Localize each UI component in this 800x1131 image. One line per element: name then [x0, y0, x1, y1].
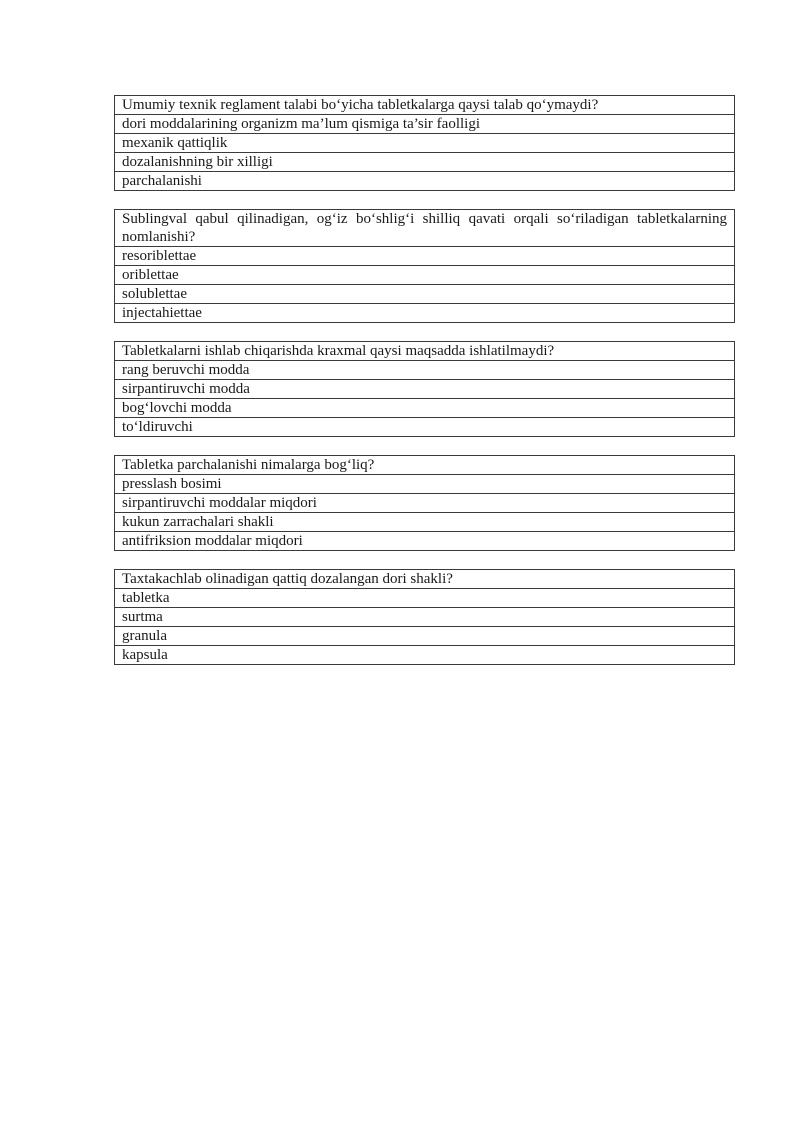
question-table — [114, 95, 735, 191]
answer-row — [115, 418, 735, 437]
answer-row — [115, 134, 735, 153]
answer-option: kapsula — [115, 646, 735, 665]
answer-row — [115, 627, 735, 646]
answer-row — [115, 361, 735, 380]
answer-row — [115, 247, 735, 266]
answer-option: surtma — [115, 608, 735, 627]
answer-row — [115, 304, 735, 323]
answer-option: presslash bosimi — [115, 475, 735, 494]
answer-option: dozalanishning bir xilligi — [115, 153, 735, 172]
answer-row — [115, 399, 735, 418]
answer-option: sirpantiruvchi modda — [115, 380, 735, 399]
answer-row — [115, 589, 735, 608]
answer-row — [115, 608, 735, 627]
answer-row — [115, 380, 735, 399]
answer-option: bog‘lovchi modda — [115, 399, 735, 418]
answer-option: resoriblettae — [115, 247, 735, 266]
answer-option: mexanik qattiqlik — [115, 134, 735, 153]
question-table — [114, 455, 735, 551]
answer-option: solublettae — [115, 285, 735, 304]
answer-row — [115, 266, 735, 285]
document-page — [114, 95, 735, 683]
question-table — [114, 209, 735, 323]
question-row — [115, 456, 735, 475]
answer-option: parchalanishi — [115, 172, 735, 191]
answer-option: granula — [115, 627, 735, 646]
answer-option: injectahiettae — [115, 304, 735, 323]
answer-option: kukun zarrachalari shakli — [115, 513, 735, 532]
answer-row — [115, 532, 735, 551]
answer-option: oriblettae — [115, 266, 735, 285]
question-table — [114, 341, 735, 437]
question-text: Umumiy texnik reglament talabi bo‘yicha tabletkalarga qaysi talab qo‘ymaydi? — [115, 96, 735, 115]
question-row — [115, 96, 735, 115]
answer-option: dori moddalarining organizm ma’lum qismiga ta’sir faolligi — [115, 115, 735, 134]
question-row — [115, 570, 735, 589]
question-text: Sublingval qabul qilinadigan, og‘iz bo‘shlig‘i shilliq qavati orqali so‘riladigan tabletkalarning nomlanishi? — [115, 210, 735, 247]
answer-option: to‘ldiruvchi — [115, 418, 735, 437]
answer-option: sirpantiruvchi moddalar miqdori — [115, 494, 735, 513]
answer-row — [115, 475, 735, 494]
question-text: Tabletkalarni ishlab chiqarishda kraxmal qaysi maqsadda ishlatilmaydi? — [115, 342, 735, 361]
answer-option: tabletka — [115, 589, 735, 608]
question-text: Taxtakachlab olinadigan qattiq dozalangan dori shakli? — [115, 570, 735, 589]
answer-row — [115, 285, 735, 304]
answer-row — [115, 494, 735, 513]
answer-option: rang beruvchi modda — [115, 361, 735, 380]
answer-row — [115, 115, 735, 134]
answer-row — [115, 646, 735, 665]
question-table — [114, 569, 735, 665]
answer-row — [115, 513, 735, 532]
question-row — [115, 210, 735, 247]
answer-row — [115, 172, 735, 191]
question-row — [115, 342, 735, 361]
answer-option: antifriksion moddalar miqdori — [115, 532, 735, 551]
question-text: Tabletka parchalanishi nimalarga bog‘liq? — [115, 456, 735, 475]
answer-row — [115, 153, 735, 172]
